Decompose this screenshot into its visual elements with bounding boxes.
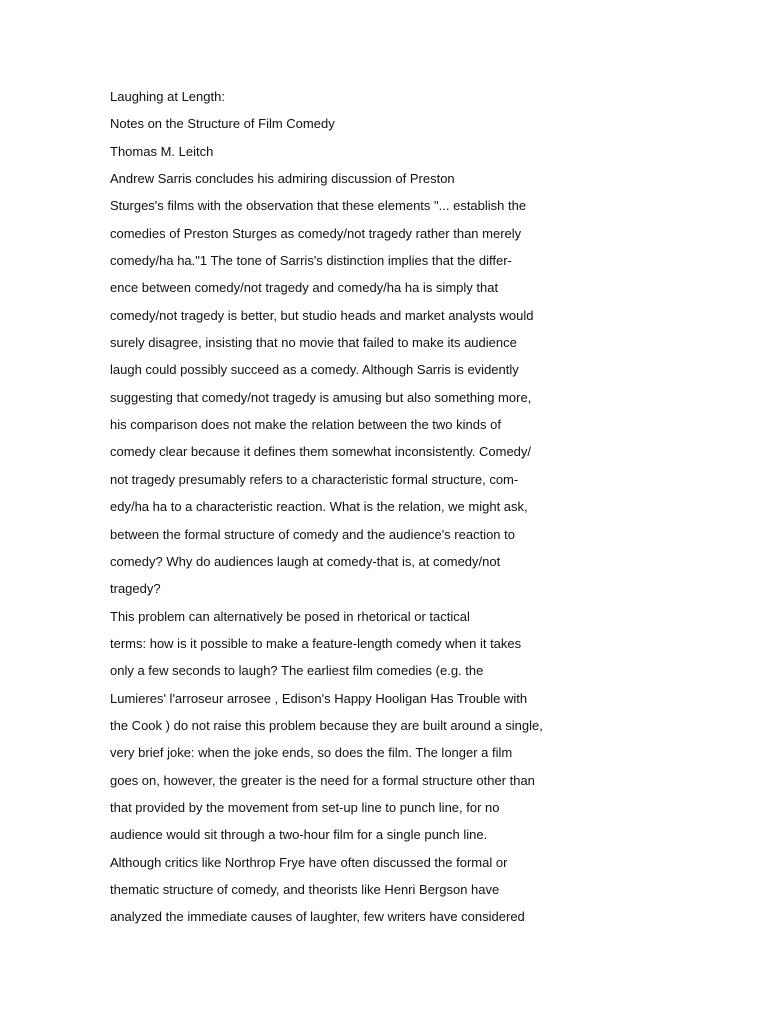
- text-column: [110, 83, 670, 931]
- author-line: Thomas M. Leitch: [110, 143, 214, 159]
- title-line-2: Notes on the Structure of Film Comedy: [110, 116, 335, 132]
- body-text: [110, 165, 670, 931]
- title-line-1: Laughing at Length:: [110, 89, 225, 104]
- body-line: comedy/not tragedy is better, but studio heads and market analysts would: [110, 307, 534, 323]
- body-line: only a few seconds to laugh? The earliest film comedies (e.g. the: [110, 663, 484, 679]
- body-line: Andrew Sarris concludes his admiring discussion of Preston: [110, 171, 455, 187]
- body-line: not tragedy presumably refers to a characteristic formal structure, com-: [110, 471, 519, 487]
- body-line: surely disagree, insisting that no movie that failed to make its audience: [110, 335, 517, 351]
- body-line: Although critics like Northrop Frye have often discussed the formal or: [110, 854, 508, 870]
- body-line: ence between comedy/not tragedy and comedy/ha ha is simply that: [110, 280, 499, 296]
- body-line: Lumieres' l'arroseur arrosee , Edison's Happy Hooligan Has Trouble with: [110, 690, 528, 706]
- body-line: suggesting that comedy/not tragedy is amusing but also something more,: [110, 389, 532, 405]
- body-line: This problem can alternatively be posed in rhetorical or tactical: [110, 608, 470, 624]
- body-line: edy/ha ha to a characteristic reaction. What is the relation, we might ask,: [110, 499, 528, 515]
- body-line: between the formal structure of comedy and the audience's reaction to: [110, 526, 515, 542]
- body-line: that provided by the movement from set-up line to punch line, for no: [110, 799, 500, 815]
- body-line: very brief joke: when the joke ends, so does the film. The longer a film: [110, 745, 513, 761]
- body-line: analyzed the immediate causes of laughter, few writers have considered: [110, 909, 525, 925]
- body-line: audience would sit through a two-hour film for a single punch line.: [110, 827, 488, 843]
- body-line: goes on, however, the greater is the need for a formal structure other than: [110, 772, 535, 788]
- body-line: laugh could possibly succeed as a comedy. Although Sarris is evidently: [110, 362, 519, 378]
- body-line: the Cook ) do not raise this problem because they are built around a single,: [110, 717, 543, 733]
- body-line: comedies of Preston Sturges as comedy/not tragedy rather than merely: [110, 225, 522, 241]
- body-line: comedy? Why do audiences laugh at comedy-that is, at comedy/not: [110, 553, 501, 569]
- body-line: Sturges's films with the observation that these elements "... establish the: [110, 198, 527, 214]
- body-line: terms: how is it possible to make a feature-length comedy when it takes: [110, 635, 522, 651]
- body-line: comedy clear because it defines them somewhat inconsistently. Comedy/: [110, 444, 532, 460]
- body-line: comedy/ha ha."1 The tone of Sarris's distinction implies that the differ-: [110, 253, 512, 269]
- body-line: thematic structure of comedy, and theorists like Henri Bergson have: [110, 881, 500, 897]
- body-line: tragedy?: [110, 581, 161, 597]
- body-line: his comparison does not make the relation between the two kinds of: [110, 417, 501, 433]
